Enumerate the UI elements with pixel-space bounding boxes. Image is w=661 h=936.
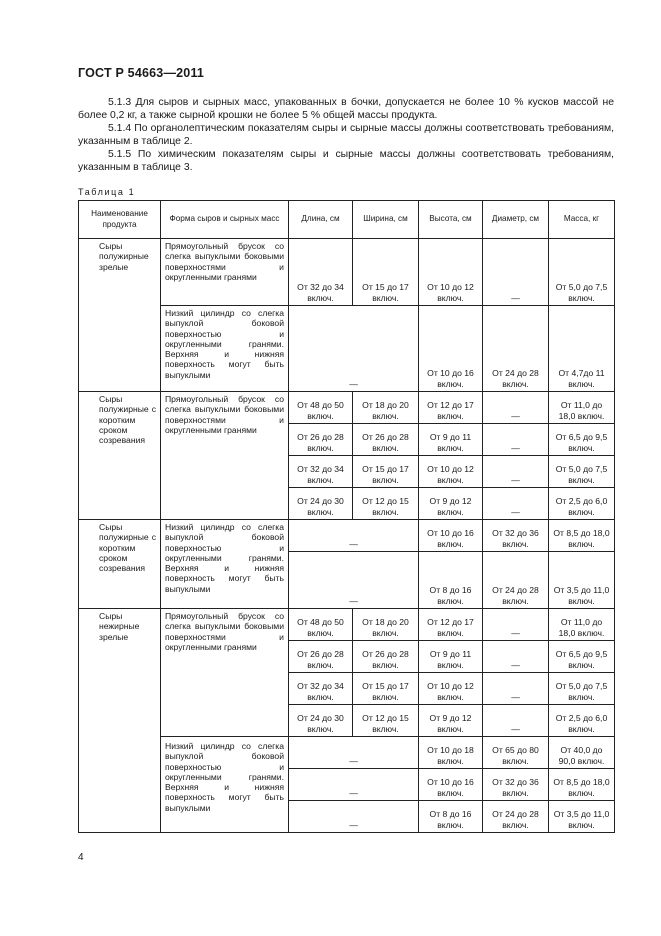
table-cell: От 2,5 до 6,0 включ.	[549, 488, 615, 520]
table-cell: От 10 до 12 включ.	[419, 673, 483, 705]
form-cell: Низкий цилиндр со слегка выпуклой боковой поверхностью и округленными гранями. Верхняя и нижняя поверхность могут быть выпуклыми	[161, 306, 289, 392]
table-cell: От 24 до 30 включ.	[289, 488, 353, 520]
table-cell: От 3,5 до 11,0 включ.	[549, 552, 615, 609]
table-cell: —	[289, 552, 419, 609]
table-cell: От 32 до 34 включ.	[289, 673, 353, 705]
paragraph-5-1-3: 5.1.3 Для сыров и сырных масс, упакованных в бочки, допускается не более 10 % кусков массой не более 0,2 кг, а также сырной крошки не более 5 % общей массы продукта.	[78, 97, 614, 121]
table-cell: От 8 до 16 включ.	[419, 552, 483, 609]
table-cell: От 12 до 17 включ.	[419, 392, 483, 424]
header-cell: Масса, кг	[549, 201, 615, 239]
table-cell: От 26 до 28 включ.	[289, 424, 353, 456]
table-cell: От 3,5 до 11,0 включ.	[549, 801, 615, 833]
table-cell: От 10 до 16 включ.	[419, 520, 483, 552]
table-cell: —	[289, 801, 419, 833]
header-cell: Наименование продукта	[79, 201, 161, 239]
table-cell: От 40,0 до 90,0 включ.	[549, 737, 615, 769]
table-cell: От 15 до 17 включ.	[353, 673, 419, 705]
header-cell: Форма сыров и сырных масс	[161, 201, 289, 239]
table-cell: От 6,5 до 9,5 включ.	[549, 641, 615, 673]
table-caption: Таблица 1	[78, 187, 136, 197]
table-cell: От 12 до 17 включ.	[419, 609, 483, 641]
table-cell: От 10 до 12 включ.	[419, 456, 483, 488]
table-cell: От 48 до 50 включ.	[289, 392, 353, 424]
header-cell: Высота, см	[419, 201, 483, 239]
product-name-cell: Сыры нежирные зрелые	[79, 609, 161, 833]
header-cell: Длина, см	[289, 201, 353, 239]
table-cell: —	[289, 737, 419, 769]
table-cell: —	[483, 705, 549, 737]
table-cell: —	[483, 641, 549, 673]
table-cell: От 24 до 28 включ.	[483, 552, 549, 609]
table-cell: —	[483, 239, 549, 306]
table-cell: —	[483, 673, 549, 705]
table-cell: От 24 до 28 включ.	[483, 801, 549, 833]
table-cell: От 5,0 до 7,5 включ.	[549, 239, 615, 306]
table-cell: От 10 до 16 включ.	[419, 306, 483, 392]
table-cell: От 11,0 до 18,0 включ.	[549, 392, 615, 424]
form-cell: Низкий цилиндр со слегка выпуклой боковой поверхностью и округленными гранями. Верхняя и нижняя поверхность могут быть выпуклыми	[161, 520, 289, 609]
table-cell: От 10 до 12 включ.	[419, 239, 483, 306]
header-cell: Диаметр, см	[483, 201, 549, 239]
table-row	[79, 239, 615, 306]
table-cell: От 10 до 18 включ.	[419, 737, 483, 769]
table-cell: От 2,5 до 6,0 включ.	[549, 705, 615, 737]
form-cell: Прямоугольный брусок со слегка выпуклыми боковыми поверхностями и округленными гранями	[161, 239, 289, 306]
product-name-cell: Сыры полужирные с коротким сроком созревания	[79, 520, 161, 609]
table-cell: От 8,5 до 18,0 включ.	[549, 769, 615, 801]
table-cell: От 32 до 34 включ.	[289, 456, 353, 488]
table-cell: —	[483, 392, 549, 424]
page-number: 4	[78, 852, 84, 863]
table-cell: От 26 до 28 включ.	[353, 424, 419, 456]
table-cell: От 26 до 28 включ.	[353, 641, 419, 673]
table-cell: —	[483, 488, 549, 520]
table-cell: —	[483, 456, 549, 488]
table-cell: От 11,0 до 18,0 включ.	[549, 609, 615, 641]
table-row	[79, 520, 615, 552]
table-cell: От 24 до 28 включ.	[483, 306, 549, 392]
table-cell: От 32 до 36 включ.	[483, 769, 549, 801]
header-cell: Ширина, см	[353, 201, 419, 239]
table-cell: От 32 до 36 включ.	[483, 520, 549, 552]
table-cell: От 24 до 30 включ.	[289, 705, 353, 737]
product-name-cell: Сыры полужирные зрелые	[79, 239, 161, 392]
form-cell: Прямоугольный брусок со слегка выпуклыми боковыми поверхностями и округленными гранями	[161, 609, 289, 737]
document-header: ГОСТ Р 54663—2011	[78, 66, 205, 80]
table-cell: От 9 до 12 включ.	[419, 488, 483, 520]
table-cell: От 65 до 80 включ.	[483, 737, 549, 769]
table-cell: От 48 до 50 включ.	[289, 609, 353, 641]
paragraph-5-1-4: 5.1.4 По органолептическим показателям сыры и сырные массы должны соответствовать требованиям, указанным в таблице 2.	[78, 123, 614, 147]
table-cell: —	[289, 769, 419, 801]
table-cell: —	[289, 306, 419, 392]
table-cell: От 26 до 28 включ.	[289, 641, 353, 673]
table-cell: От 12 до 15 включ.	[353, 705, 419, 737]
dimensions-table	[78, 200, 615, 833]
table-cell: От 8 до 16 включ.	[419, 801, 483, 833]
table-cell: —	[483, 609, 549, 641]
product-name-cell: Сыры полужирные с коротким сроком созревания	[79, 392, 161, 520]
table-header-row	[79, 201, 615, 239]
table-cell: —	[483, 424, 549, 456]
table-cell: От 6,5 до 9,5 включ.	[549, 424, 615, 456]
paragraph-5-1-5: 5.1.5 По химическим показателям сыры и сырные массы должны соответствовать требованиям, указанным в таблице 3.	[78, 149, 614, 173]
table-cell: —	[289, 520, 419, 552]
table-cell: От 32 до 34 включ.	[289, 239, 353, 306]
table-cell: От 12 до 15 включ.	[353, 488, 419, 520]
table-cell: От 4,7до 11 включ.	[549, 306, 615, 392]
table-cell: От 18 до 20 включ.	[353, 609, 419, 641]
table-cell: От 9 до 11 включ.	[419, 424, 483, 456]
table-cell: От 9 до 11 включ.	[419, 641, 483, 673]
table-cell: От 5,0 до 7,5 включ.	[549, 673, 615, 705]
form-cell: Прямоугольный брусок со слегка выпуклыми боковыми поверхностями и округленными гранями	[161, 392, 289, 520]
table-row	[79, 609, 615, 641]
table-cell: От 15 до 17 включ.	[353, 456, 419, 488]
table-cell: От 10 до 16 включ.	[419, 769, 483, 801]
table-cell: От 5,0 до 7,5 включ.	[549, 456, 615, 488]
table-cell: От 18 до 20 включ.	[353, 392, 419, 424]
table-row	[79, 392, 615, 424]
table-cell: От 15 до 17 включ.	[353, 239, 419, 306]
table-cell: От 8,5 до 18,0 включ.	[549, 520, 615, 552]
table-cell: От 9 до 12 включ.	[419, 705, 483, 737]
form-cell: Низкий цилиндр со слегка выпуклой боковой поверхностью и округленными гранями. Верхняя и нижняя поверхность могут быть выпуклыми	[161, 737, 289, 833]
